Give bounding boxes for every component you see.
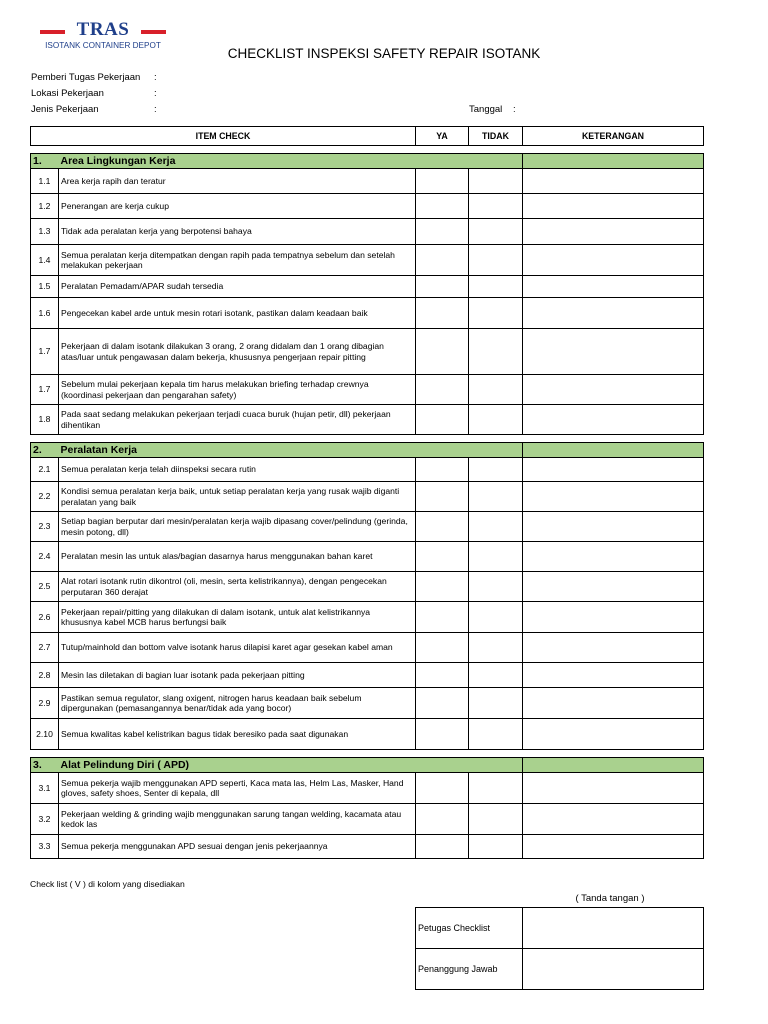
section-number: 3. xyxy=(31,758,59,773)
keterangan-cell[interactable] xyxy=(523,276,704,298)
tidak-checkbox-cell[interactable] xyxy=(469,773,523,804)
ya-checkbox-cell[interactable] xyxy=(416,375,469,405)
table-row xyxy=(31,482,704,512)
item-number: 1.2 xyxy=(31,194,59,219)
keterangan-cell[interactable] xyxy=(523,169,704,194)
item-text: Mesin las diletakan di bagian luar isotank pada pekerjaan pitting xyxy=(59,663,416,688)
ya-checkbox-cell[interactable] xyxy=(416,245,469,276)
ya-checkbox-cell[interactable] xyxy=(416,276,469,298)
tidak-checkbox-cell[interactable] xyxy=(469,688,523,719)
item-text: Pada saat sedang melakukan pekerjaan terjadi cuaca buruk (hujan petir, dll) pekerjaan dihentikan xyxy=(59,405,416,435)
keterangan-cell[interactable] xyxy=(523,458,704,482)
item-number: 3.1 xyxy=(31,773,59,804)
tidak-checkbox-cell[interactable] xyxy=(469,633,523,663)
keterangan-cell[interactable] xyxy=(523,633,704,663)
header-tidak: TIDAK xyxy=(469,127,523,146)
item-number: 3.2 xyxy=(31,804,59,835)
keterangan-cell[interactable] xyxy=(523,482,704,512)
ya-checkbox-cell[interactable] xyxy=(416,835,469,859)
keterangan-cell[interactable] xyxy=(523,405,704,435)
tidak-checkbox-cell[interactable] xyxy=(469,329,523,375)
jenis-label: Jenis Pekerjaan xyxy=(31,104,99,115)
checklist-table xyxy=(30,126,704,859)
item-number: 1.7 xyxy=(31,375,59,405)
tidak-checkbox-cell[interactable] xyxy=(469,219,523,245)
keterangan-cell[interactable] xyxy=(523,602,704,633)
signature-box-penanggung[interactable] xyxy=(523,949,704,990)
lokasi-label: Lokasi Pekerjaan xyxy=(31,88,104,99)
table-row xyxy=(31,458,704,482)
logo-red-bar-right xyxy=(141,30,166,34)
signature-label-petugas: Petugas Checklist xyxy=(416,908,523,949)
ya-checkbox-cell[interactable] xyxy=(416,663,469,688)
item-number: 2.5 xyxy=(31,572,59,602)
item-number: 2.10 xyxy=(31,719,59,750)
section-header-row xyxy=(31,758,704,773)
table-row xyxy=(31,219,704,245)
item-number: 2.3 xyxy=(31,512,59,542)
item-number: 2.7 xyxy=(31,633,59,663)
table-row xyxy=(31,245,704,276)
item-number: 1.5 xyxy=(31,276,59,298)
table-row xyxy=(31,194,704,219)
checklist-body xyxy=(31,127,704,859)
ya-checkbox-cell[interactable] xyxy=(416,458,469,482)
item-text: Pekerjaan repair/pitting yang dilakukan di dalam isotank, untuk alat kelistrikannya khususnya kabel MCB harus berfungsi baik xyxy=(59,602,416,633)
header-item-check: ITEM CHECK xyxy=(31,127,416,146)
item-text: Semua kwalitas kabel kelistrikan bagus tidak beresiko pada saat digunakan xyxy=(59,719,416,750)
tidak-checkbox-cell[interactable] xyxy=(469,245,523,276)
spacer-cell xyxy=(31,146,704,154)
ya-checkbox-cell[interactable] xyxy=(416,482,469,512)
signature-label-penanggung: Penanggung Jawab xyxy=(416,949,523,990)
keterangan-cell[interactable] xyxy=(523,835,704,859)
keterangan-cell[interactable] xyxy=(523,194,704,219)
tidak-checkbox-cell[interactable] xyxy=(469,804,523,835)
spacer-cell xyxy=(31,435,704,443)
item-number: 1.8 xyxy=(31,405,59,435)
item-number: 1.6 xyxy=(31,298,59,329)
item-number: 2.2 xyxy=(31,482,59,512)
ya-checkbox-cell[interactable] xyxy=(416,773,469,804)
section-fill xyxy=(523,154,704,169)
keterangan-cell[interactable] xyxy=(523,245,704,276)
item-text: Penerangan are kerja cukup xyxy=(59,194,416,219)
keterangan-cell[interactable] xyxy=(523,804,704,835)
ya-checkbox-cell[interactable] xyxy=(416,512,469,542)
table-row xyxy=(31,663,704,688)
table-row xyxy=(31,572,704,602)
item-text: Alat rotari isotank rutin dikontrol (oli, mesin, serta kelistrikannya), dengan pengecekan perputaran 360 derajat xyxy=(59,572,416,602)
table-row xyxy=(31,688,704,719)
table-row xyxy=(31,169,704,194)
signature-box-petugas[interactable] xyxy=(523,908,704,949)
keterangan-cell[interactable] xyxy=(523,688,704,719)
ya-checkbox-cell[interactable] xyxy=(416,633,469,663)
signature-table xyxy=(415,907,704,990)
logo-red-bar-left xyxy=(40,30,65,34)
item-text: Semua peralatan kerja ditempatkan dengan rapih pada tempatnya sebelum dan setelah melakukan pekerjaan xyxy=(59,245,416,276)
item-number: 2.4 xyxy=(31,542,59,572)
ya-checkbox-cell[interactable] xyxy=(416,329,469,375)
tidak-checkbox-cell[interactable] xyxy=(469,602,523,633)
table-row xyxy=(31,329,704,375)
table-row xyxy=(31,835,704,859)
item-text: Peralatan mesin las untuk alas/bagian dasarnya harus menggunakan bahan karet xyxy=(59,542,416,572)
tidak-checkbox-cell[interactable] xyxy=(469,298,523,329)
item-text: Tutup/mainhold dan bottom valve isotank harus dilapisi karet agar gesekan kabel aman xyxy=(59,633,416,663)
item-number: 2.8 xyxy=(31,663,59,688)
item-text: Kondisi semua peralatan kerja baik, untuk setiap peralatan kerja yang rusak wajib diganti peralatan yang baik xyxy=(59,482,416,512)
pemberi-tugas-colon: : xyxy=(154,72,157,83)
table-row xyxy=(31,512,704,542)
section-header-row xyxy=(31,443,704,458)
ya-checkbox-cell[interactable] xyxy=(416,169,469,194)
item-text: Pekerjaan welding & grinding wajib menggunakan sarung tangan welding, kacamata atau kedok las xyxy=(59,804,416,835)
ya-checkbox-cell[interactable] xyxy=(416,804,469,835)
tidak-checkbox-cell[interactable] xyxy=(469,458,523,482)
keterangan-cell[interactable] xyxy=(523,663,704,688)
signature-row-penanggung xyxy=(416,949,704,990)
table-row xyxy=(31,276,704,298)
section-number: 1. xyxy=(31,154,59,169)
logo-subtitle: ISOTANK CONTAINER DEPOT xyxy=(45,41,161,50)
spacer-cell xyxy=(31,750,704,758)
keterangan-cell[interactable] xyxy=(523,719,704,750)
item-number: 2.9 xyxy=(31,688,59,719)
section-title: Alat Pelindung Diri ( APD) xyxy=(59,758,523,773)
section-spacer xyxy=(31,146,704,154)
pemberi-tugas-label: Pemberi Tugas Pekerjaan xyxy=(31,72,141,83)
item-text: Pastikan semua regulator, slang oxigent, nitrogen harus keadaan baik sebelum dipergunakan (pemasangannya benar/tidak ada yang bocor) xyxy=(59,688,416,719)
ya-checkbox-cell[interactable] xyxy=(416,542,469,572)
tidak-checkbox-cell[interactable] xyxy=(469,542,523,572)
tidak-checkbox-cell[interactable] xyxy=(469,405,523,435)
item-text: Semua peralatan kerja telah diinspeksi secara rutin xyxy=(59,458,416,482)
item-number: 1.4 xyxy=(31,245,59,276)
section-title: Peralatan Kerja xyxy=(59,443,523,458)
ya-checkbox-cell[interactable] xyxy=(416,688,469,719)
table-row xyxy=(31,405,704,435)
ya-checkbox-cell[interactable] xyxy=(416,298,469,329)
table-row xyxy=(31,542,704,572)
section-header-row xyxy=(31,154,704,169)
item-text: Pengecekan kabel arde untuk mesin rotari isotank, pastikan dalam keadaan baik xyxy=(59,298,416,329)
tidak-checkbox-cell[interactable] xyxy=(469,482,523,512)
item-number: 1.7 xyxy=(31,329,59,375)
ya-checkbox-cell[interactable] xyxy=(416,405,469,435)
item-text: Sebelum mulai pekerjaan kepala tim harus melakukan briefing terhadap crewnya (koordinasi pekerjaan dan pengarahan safety) xyxy=(59,375,416,405)
signature-caption: ( Tanda tangan ) xyxy=(575,893,645,904)
item-text: Peralatan Pemadam/APAR sudah tersedia xyxy=(59,276,416,298)
keterangan-cell[interactable] xyxy=(523,572,704,602)
item-number: 1.3 xyxy=(31,219,59,245)
logo-wordmark: TRAS xyxy=(76,19,130,40)
section-fill xyxy=(523,443,704,458)
section-spacer xyxy=(31,435,704,443)
section-number: 2. xyxy=(31,443,59,458)
keterangan-cell[interactable] xyxy=(523,329,704,375)
item-number: 2.6 xyxy=(31,602,59,633)
item-text: Tidak ada peralatan kerja yang berpotensi bahaya xyxy=(59,219,416,245)
item-text: Pekerjaan di dalam isotank dilakukan 3 orang, 2 orang didalam dan 1 orang dibagian atas/luar untuk pengawasan dalam bekerja, khususnya pengerjaan repair pitting xyxy=(59,329,416,375)
tidak-checkbox-cell[interactable] xyxy=(469,835,523,859)
header-ya: YA xyxy=(416,127,469,146)
tanggal-colon: : xyxy=(513,104,516,115)
footnote: Check list ( V ) di kolom yang disediakan xyxy=(30,879,185,889)
item-text: Semua pekerja menggunakan APD sesuai dengan jenis pekerjaannya xyxy=(59,835,416,859)
table-row xyxy=(31,298,704,329)
table-row xyxy=(31,773,704,804)
section-fill xyxy=(523,758,704,773)
lokasi-colon: : xyxy=(154,88,157,99)
table-row xyxy=(31,602,704,633)
tidak-checkbox-cell[interactable] xyxy=(469,194,523,219)
jenis-colon: : xyxy=(154,104,157,115)
ya-checkbox-cell[interactable] xyxy=(416,194,469,219)
tidak-checkbox-cell[interactable] xyxy=(469,512,523,542)
signature-row-petugas xyxy=(416,908,704,949)
ya-checkbox-cell[interactable] xyxy=(416,572,469,602)
section-spacer xyxy=(31,750,704,758)
table-row xyxy=(31,804,704,835)
keterangan-cell[interactable] xyxy=(523,375,704,405)
tidak-checkbox-cell[interactable] xyxy=(469,169,523,194)
table-header-row xyxy=(31,127,704,146)
item-text: Semua pekerja wajib menggunakan APD seperti, Kaca mata las, Helm Las, Masker, Hand gloves, safety shoes, Senter di kepala, dll xyxy=(59,773,416,804)
keterangan-cell[interactable] xyxy=(523,542,704,572)
tidak-checkbox-cell[interactable] xyxy=(469,375,523,405)
keterangan-cell[interactable] xyxy=(523,773,704,804)
keterangan-cell[interactable] xyxy=(523,298,704,329)
tidak-checkbox-cell[interactable] xyxy=(469,719,523,750)
page-title: CHECKLIST INSPEKSI SAFETY REPAIR ISOTANK xyxy=(227,46,541,61)
table-row xyxy=(31,719,704,750)
table-row xyxy=(31,375,704,405)
ya-checkbox-cell[interactable] xyxy=(416,219,469,245)
tidak-checkbox-cell[interactable] xyxy=(469,663,523,688)
item-number: 2.1 xyxy=(31,458,59,482)
item-text: Area kerja rapih dan teratur xyxy=(59,169,416,194)
header-keterangan: KETERANGAN xyxy=(523,127,704,146)
keterangan-cell[interactable] xyxy=(523,219,704,245)
table-row xyxy=(31,633,704,663)
tidak-checkbox-cell[interactable] xyxy=(469,276,523,298)
item-number: 1.1 xyxy=(31,169,59,194)
tidak-checkbox-cell[interactable] xyxy=(469,572,523,602)
item-text: Setiap bagian berputar dari mesin/peralatan kerja wajib dipasang cover/pelindung (gerinda, mesin potong, dll) xyxy=(59,512,416,542)
section-title: Area Lingkungan Kerja xyxy=(59,154,523,169)
tanggal-label: Tanggal xyxy=(469,104,503,115)
keterangan-cell[interactable] xyxy=(523,512,704,542)
ya-checkbox-cell[interactable] xyxy=(416,602,469,633)
item-number: 3.3 xyxy=(31,835,59,859)
ya-checkbox-cell[interactable] xyxy=(416,719,469,750)
